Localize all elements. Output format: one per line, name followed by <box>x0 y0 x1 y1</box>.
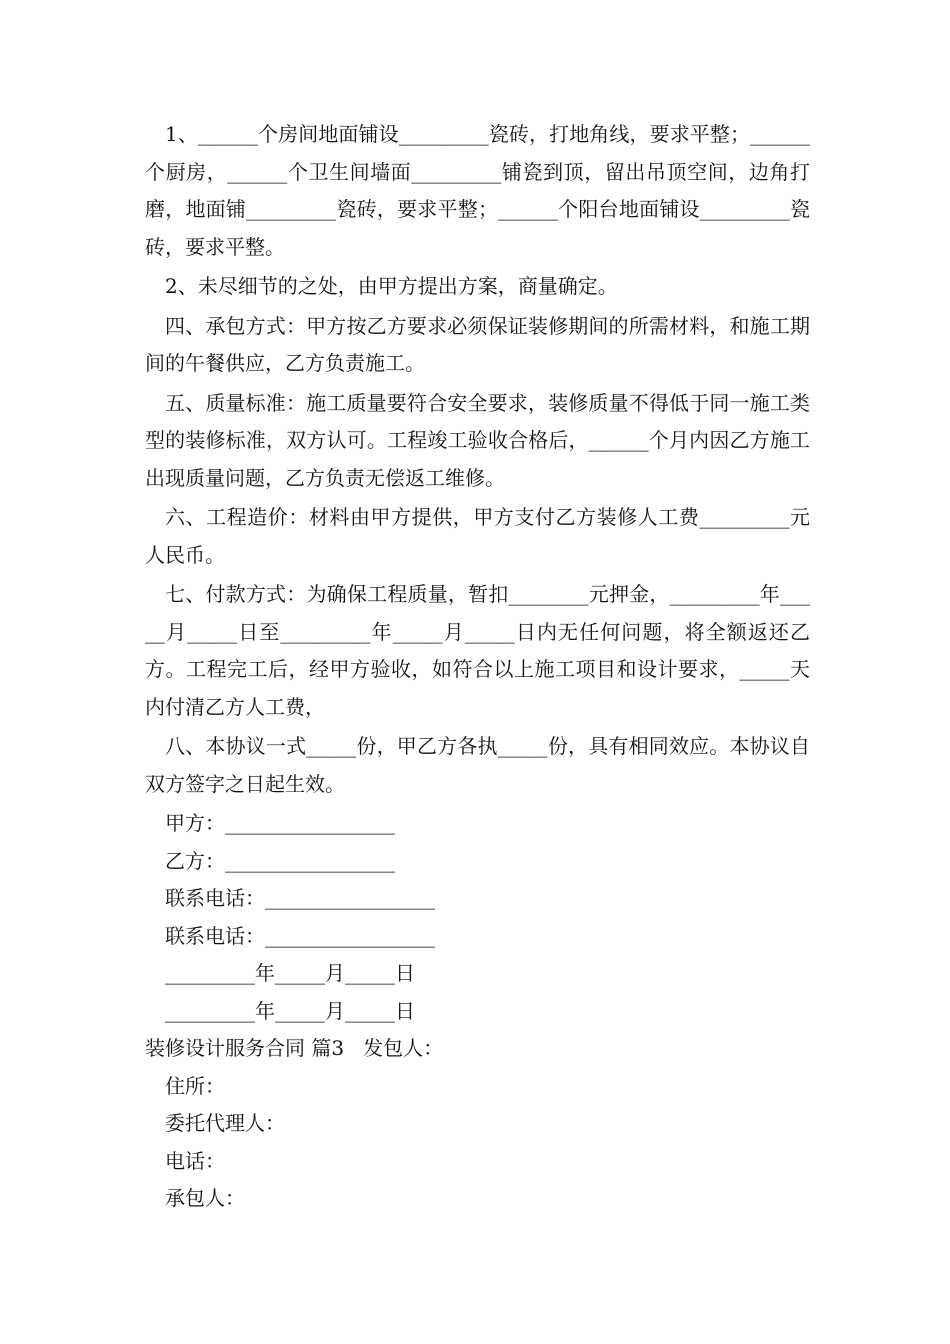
clause-contract-method: 四、承包方式：甲方按乙方要求必须保证装修期间的所需材料，和施工期间的午餐供应，乙方负责施工。 <box>145 313 810 375</box>
agent-label: 委托代理人： <box>165 1111 285 1135</box>
clause-payment-method: 七、付款方式：为确保工程质量，暂扣________元押金，_________年_____月_____日至_________年_____月_____日内无任何问题，将全额返还乙方。工程完工后，经甲方验收，如符合以上施工项目和设计要求，_____天内付清乙方人工费， <box>145 582 810 719</box>
party-b-signature-line: 乙方：_________________ <box>165 848 395 873</box>
signature-date-line: _________年_____月_____日 <box>165 998 415 1023</box>
clause-quality-standard: 五、质量标准：施工质量要符合安全要求，装修质量不得低于同一施工类型的装修标准，双方认可。工程竣工验收合格后，______个月内因乙方施工出现质量问题，乙方负责无偿返工维修。 <box>145 390 810 490</box>
clause-1: 1、______个房间地面铺设_________瓷砖，打地角线，要求平整；______个厨房，______个卫生间墙面_________铺瓷到顶，留出吊顶空间，边角打磨，地面铺_________瓷砖，要求平整；______个阳台地面铺设_________瓷砖，要求平整。 <box>145 122 810 259</box>
signature-date-line: _________年_____月_____日 <box>165 961 415 985</box>
section-heading: 装修设计服务合同 篇3 发包人： <box>145 1036 444 1060</box>
address-label: 住所： <box>165 1073 225 1098</box>
contractor-label: 承包人： <box>165 1186 245 1210</box>
party-a-signature-line: 甲方：_________________ <box>165 811 395 835</box>
phone-label: 电话： <box>165 1148 225 1173</box>
clause-2: 2、未尽细节的之处，由甲方提出方案，商量确定。 <box>165 274 618 298</box>
contact-phone-line: 联系电话：_________________ <box>165 923 435 948</box>
clause-project-cost: 六、工程造价：材料由甲方提供，甲方支付乙方装修人工费_________元人民币。 <box>145 505 810 567</box>
signature-block <box>145 805 810 1030</box>
document-body <box>145 116 810 1218</box>
clause-copies: 八、本协议一式_____份，甲乙方各执_____份，具有相同效应。本协议自双方签字之日起生效。 <box>145 734 810 796</box>
contact-phone-line: 联系电话：_________________ <box>165 886 435 910</box>
party-info-block <box>145 1068 810 1218</box>
